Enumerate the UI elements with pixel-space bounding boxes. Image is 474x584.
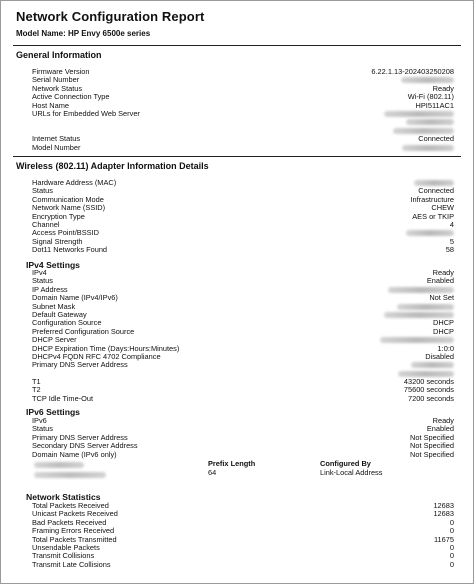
- row-label: Configuration Source: [32, 318, 102, 328]
- row-label: Domain Name (IPv6 only): [32, 449, 117, 459]
- info-row: [32, 118, 454, 126]
- row-label: Primary DNS Server Address: [32, 432, 128, 442]
- configured-by-header: Configured By: [320, 459, 371, 468]
- row-label: Subnet Mask: [32, 301, 76, 311]
- info-row: [32, 294, 454, 302]
- row-label: Unsendable Packets: [32, 542, 100, 552]
- row-label: Framing Errors Received: [32, 526, 115, 536]
- ipv4-section-title: IPv4 Settings: [26, 260, 80, 270]
- row-label: DHCPv4 FQDN RFC 4702 Compliance: [32, 351, 161, 361]
- info-row: [32, 213, 454, 221]
- row-label: Unicast Packets Received: [32, 509, 118, 519]
- row-label: IPv4: [32, 268, 47, 277]
- row-label: Hardware Address (MAC): [32, 178, 117, 187]
- prefix-length-value: 64: [208, 468, 217, 477]
- row-value: 0: [449, 559, 454, 569]
- redacted-value: [384, 110, 454, 118]
- row-value: 0: [449, 517, 454, 527]
- model-name: Model Name: HP Envy 6500e series: [16, 29, 151, 38]
- row-value: AES or TKIP: [412, 211, 454, 221]
- row-label: DHCP Expiration Time (Days:Hours:Minutes): [32, 343, 180, 353]
- info-row: [32, 277, 454, 285]
- row-label: Status: [32, 186, 53, 196]
- info-row: [32, 386, 454, 394]
- row-label: TCP Idle Time-Out: [32, 393, 94, 403]
- row-value: 43200 seconds: [403, 377, 454, 387]
- info-row: [32, 68, 454, 76]
- row-value: 0: [449, 526, 454, 536]
- row-label: T1: [32, 377, 41, 387]
- row-label: Primary DNS Server Address: [32, 360, 128, 370]
- row-value: Infrastructure: [410, 194, 454, 204]
- info-row: [32, 144, 454, 152]
- redacted-value: [411, 361, 454, 369]
- report-title: Network Configuration Report: [16, 9, 205, 24]
- row-value: Connected: [418, 186, 454, 196]
- row-label: Domain Name (IPv4/IPv6): [32, 293, 118, 303]
- info-row: [32, 269, 454, 277]
- redacted-value: [406, 229, 454, 237]
- row-label: Host Name: [32, 100, 69, 110]
- row-label: Internet Status: [32, 134, 81, 144]
- row-label: Serial Number: [32, 75, 80, 85]
- redacted-value: [402, 144, 454, 152]
- row-label: Model Number: [32, 142, 81, 152]
- row-value: 75600 seconds: [403, 385, 454, 395]
- info-row: [32, 561, 454, 569]
- configured-by-value: Link-Local Address: [320, 468, 383, 477]
- row-value: 11675: [433, 534, 454, 544]
- row-label: Encryption Type: [32, 211, 85, 221]
- redacted-ipv6-address: [34, 462, 84, 468]
- row-value: Connected: [418, 134, 454, 144]
- stats-rows: [32, 502, 454, 569]
- row-value: Ready: [432, 416, 454, 425]
- redacted-value: [406, 118, 454, 126]
- row-label: Default Gateway: [32, 309, 87, 319]
- row-label: Status: [32, 276, 53, 286]
- info-row: [32, 303, 454, 311]
- row-label: Channel: [32, 219, 60, 229]
- prefix-length-header: Prefix Length: [208, 459, 256, 468]
- info-row: [32, 93, 454, 101]
- row-label: Preferred Configuration Source: [32, 326, 135, 336]
- wireless-section-title: Wireless (802.11) Adapter Information Details: [16, 161, 209, 171]
- row-value: Not Set: [429, 293, 454, 303]
- info-row: [32, 229, 454, 237]
- row-value: Disabled: [425, 351, 454, 361]
- row-value: 4: [449, 219, 454, 229]
- row-label: Bad Packets Received: [32, 517, 107, 527]
- row-value: HPI511AC1: [415, 100, 454, 110]
- row-label: Communication Mode: [32, 194, 104, 204]
- row-label: Secondary DNS Server Address: [32, 441, 138, 451]
- row-label: Access Point/BSSID: [32, 228, 99, 238]
- info-row: [32, 544, 454, 552]
- divider: [13, 156, 461, 157]
- info-row: [32, 370, 454, 378]
- info-row: [32, 246, 454, 254]
- row-label: DHCP Server: [32, 335, 77, 345]
- row-label: Total Packets Received: [32, 501, 109, 510]
- row-label: Network Name (SSID): [32, 203, 106, 213]
- row-value: DHCP: [433, 318, 454, 328]
- row-value: 12683: [433, 509, 454, 519]
- info-row: [32, 204, 454, 212]
- row-value: DHCP: [433, 326, 454, 336]
- info-row: [32, 395, 454, 403]
- row-label: Transmit Late Collisions: [32, 559, 111, 569]
- row-value: 5: [449, 236, 454, 246]
- info-row: [32, 328, 454, 336]
- row-label: Network Status: [32, 83, 83, 93]
- info-row: [32, 179, 454, 187]
- info-row: [32, 417, 454, 425]
- info-row: [32, 110, 454, 118]
- info-row: [32, 135, 454, 143]
- info-row: [32, 76, 454, 84]
- row-label: Status: [32, 424, 53, 434]
- ipv4-rows: [32, 269, 454, 403]
- ipv6-rows: [32, 417, 454, 459]
- row-value: 58: [445, 245, 454, 255]
- info-row: [32, 378, 454, 386]
- row-value: 1:0:0: [437, 343, 454, 353]
- row-value: Not Specified: [410, 432, 454, 442]
- row-value: Enabled: [426, 424, 454, 434]
- stats-section-title: Network Statistics: [26, 492, 101, 502]
- row-value: 7200 seconds: [407, 393, 454, 403]
- ipv6-section-title: IPv6 Settings: [26, 407, 80, 417]
- row-value: 6.22.1.13-202403250208: [371, 67, 454, 76]
- redacted-value: [397, 303, 454, 311]
- row-label: Active Connection Type: [32, 92, 110, 102]
- row-value: Enabled: [426, 276, 454, 286]
- general-rows: [32, 68, 454, 152]
- info-row: [32, 451, 454, 459]
- row-label: IPv6: [32, 416, 47, 425]
- row-label: Transmit Collisions: [32, 551, 95, 561]
- row-label: IP Address: [32, 284, 68, 294]
- info-row: [32, 127, 454, 135]
- row-label: Dot11 Networks Found: [32, 245, 108, 255]
- row-value: 12683: [433, 501, 454, 510]
- row-value: Ready: [432, 268, 454, 277]
- info-row: [32, 361, 454, 369]
- row-value: Wi-Fi (802.11): [407, 92, 454, 102]
- row-value: 0: [449, 551, 454, 561]
- row-label: Total Packets Transmitted: [32, 534, 117, 544]
- wireless-rows: [32, 179, 454, 255]
- row-label: Firmware Version: [32, 67, 90, 76]
- row-value: 0: [449, 542, 454, 552]
- row-label: Signal Strength: [32, 236, 83, 246]
- divider: [13, 45, 461, 46]
- redacted-ipv6-address: [34, 472, 106, 478]
- row-value: Not Specified: [410, 441, 454, 451]
- row-label: URLs for Embedded Web Server: [32, 108, 140, 118]
- row-value: Not Specified: [410, 449, 454, 459]
- row-value: CHEW: [431, 203, 454, 213]
- general-section-title: General Information: [16, 50, 102, 60]
- row-value: Ready: [432, 83, 454, 93]
- row-label: T2: [32, 385, 41, 395]
